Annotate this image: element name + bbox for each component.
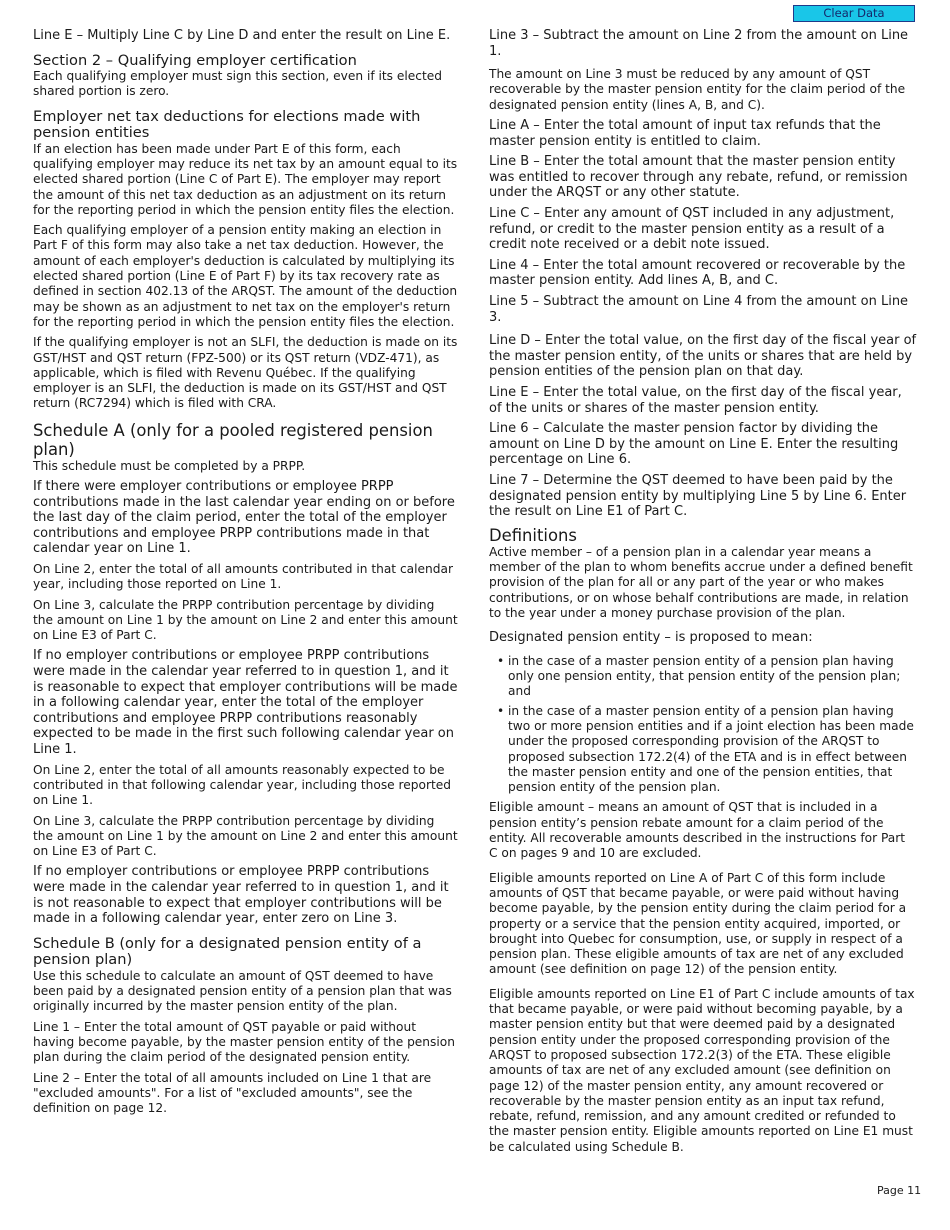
schedule-a-para-4: On Line 3, calculate the PRPP contribution percentage by dividing the amount on Line 1 by the amount on Line 2 and enter this amount on Line E3 of Part C. (33, 597, 458, 643)
line-c-instruction: Line C – Enter any amount of QST included in any adjustment, refund, or credit to the master pension entity as a result of a credit note received or a debit note issued. (489, 206, 895, 253)
schedule-a-heading: Schedule A (only for a pooled registered pension plan) (33, 420, 433, 459)
list-item: • in the case of a master pension entity of a pension plan having only one pension entity, that pension entity of the pension plan; and (489, 654, 917, 700)
line-e-value-instruction: Line E – Enter the total value, on the first day of the fiscal year, of the units or shares of the master pension entity. (489, 384, 902, 416)
line-6-instruction: Line 6 – Calculate the master pension factor by dividing the amount on Line D by the amount on Line E. Enter the resulting percentage on Line 6. (489, 421, 899, 468)
net-tax-para-1: If an election has been made under Part E of this form, each qualifying employer may reduce its net tax by an amount equal to its elected shared portion (Line C of Part E). The employer may report the amount of this net tax deduction as an adjustment on its return for the reporting period in which the pension entity files the election. (33, 141, 458, 217)
line-e-instruction: Line E – Multiply Line C by Line D and enter the result on Line E. (33, 28, 451, 43)
net-tax-para-2: Each qualifying employer of a pension entity making an election in Part F of this form may also take a net tax deduction. However, the amount of each employer's deduction is calculated by multiplying its elected shared portion (Line E of Part F) by its tax recovery rate as defined in section 402.13 of the ARQST. The amount of the deduction may be shown as an adjustment to net tax on the employer's return for the reporting period in which the pension entity files the election. (33, 223, 458, 329)
schedule-a-para-1: This schedule must be completed by a PRPP. (33, 458, 306, 473)
page-number: Page 11 (877, 1184, 922, 1197)
clear-data-button[interactable]: Clear Data (793, 5, 915, 22)
right-column (489, 28, 917, 1160)
line-a-instruction: Line A – Enter the total amount of input tax refunds that the master pension entity is entitled to claim. (489, 118, 881, 149)
net-tax-heading: Employer net tax deductions for elections made with pension entities (33, 107, 421, 142)
section-2-heading: Section 2 – Qualifying employer certification (33, 51, 357, 69)
section-2-text: Each qualifying employer must sign this section, even if its elected shared portion is zero. (33, 69, 442, 99)
eligible-amounts-line-a: Eligible amounts reported on Line A of Part C of this form include amounts of QST that became payable, or were paid without having become payable, by the pension entity during the claim period for a property or a service that the pension entity acquired, imported, or brought into Quebec for consumption, use, or supply in respect of a pension plan. These eligible amounts of tax are net of any excluded amount (see definition on page 12) of the pension entity. (489, 870, 907, 977)
schedule-b-para-1: Use this schedule to calculate an amount of QST deemed to have been paid by a designated pension entity of a pension plan that was originally incurred by the master pension entity of the plan. (33, 968, 452, 1014)
line-3-instruction: Line 3 – Subtract the amount on Line 2 from the amount on Line 1. (489, 28, 909, 59)
schedule-b-line-2: Line 2 – Enter the total of all amounts included on Line 1 that are "excluded amounts". For a list of "excluded amounts", see the definition on page 12. (33, 1070, 432, 1116)
definition-designated-pension-entity: Designated pension entity – is proposed to mean: (489, 630, 813, 646)
list-item: • in the case of a master pension entity of a pension plan having two or more pension entities and if a joint election has been made under the proposed corresponding provision of the ARQST to proposed subsection 172.2(4) of the ETA and is in effect between the master pension entity and one of the pension entities, that pension entity of the pension plan. (489, 704, 917, 796)
schedule-a-para-2: If there were employer contributions or employee PRPP contributions made in the last calendar year ending on or before the last day of the claim period, enter the total of the employer contributions and employee PRPP contributions made in that calendar year on Line 1. (33, 479, 455, 557)
schedule-a-para-8: If no employer contributions or employee PRPP contributions were made in the calendar year referred to in question 1, and it is not reasonable to expect that employer contributions will be made in a following calendar year, enter zero on Line 3. (33, 864, 449, 927)
definitions-heading: Definitions (489, 525, 577, 545)
line-5-instruction: Line 5 – Subtract the amount on Line 4 from the amount on Line 3. (489, 294, 909, 325)
eligible-amounts-line-e1: Eligible amounts reported on Line E1 of Part C include amounts of tax that became payable, or were paid without becoming payable, by a master pension entity but that were deemed paid by a designated pension entity under the proposed corresponding provision of the ARQST to proposed subsection 172.2(3) of the ETA. These eligible amounts of tax are net of any excluded amount (see definition on page 12) of the master pension entity, any amount recovered or recoverable by the master pension entity as an input tax refund, rebate, refund, remission, and any amount credited or refunded to the master pension entity. Eligible amounts reported on Line E1 must be calculated using Schedule B. (489, 986, 915, 1154)
schedule-a-para-7: On Line 3, calculate the PRPP contribution percentage by dividing the amount on Line 1 by the amount on Line 2 and enter this amount on Line E3 of Part C. (33, 813, 458, 859)
schedule-a-para-5: If no employer contributions or employee PRPP contributions were made in the calendar year referred to in question 1, and it is reasonable to expect that employer contributions will be made in a following calendar year, enter the total of the employer contributions and employee PRPP contributions reasonably expected to be made in the first such following calendar year on Line 1. (33, 648, 458, 758)
schedule-a-para-3: On Line 2, enter the total of all amounts contributed in that calendar year, including those reported on Line 1. (33, 562, 453, 592)
net-tax-para-3: If the qualifying employer is not an SLFI, the deduction is made on its GST/HST and QST return (FPZ-500) or its QST return (VDZ-471), as applicable, which is filed with Revenu Québec. If the qualifying employer is an SLFI, the deduction is made on its GST/HST and QST return (RC7294) which is filed with CRA. (33, 335, 458, 411)
line-d-instruction: Line D – Enter the total value, on the first day of the fiscal year of the master pension entity, of the units or shares that are held by pension entities of the pension plan on that day. (489, 333, 917, 380)
definition-eligible-amount: Eligible amount – means an amount of QST that is included in a pension entity’s pension rebate amount for a claim period of the entity. All recoverable amounts described in the instructions for Part C on pages 9 and 10 are excluded. (489, 800, 906, 861)
line-7-instruction: Line 7 – Determine the QST deemed to have been paid by the designated pension entity by multiplying Line 5 by Line 6. Enter the result on Line E1 of Part C. (489, 472, 907, 520)
schedule-b-heading: Schedule B (only for a designated pension entity of a pension plan) (33, 934, 422, 969)
left-column (33, 28, 458, 1121)
line-4-instruction: Line 4 – Enter the total amount recovered or recoverable by the master pension entity. Add lines A, B, and C. (489, 257, 906, 289)
schedule-a-para-6: On Line 2, enter the total of all amounts reasonably expected to be contributed in that following calendar year, including those reported on Line 1. (33, 762, 451, 808)
line-b-instruction: Line B – Enter the total amount that the master pension entity was entitled to recover through any rebate, refund, or remission under the ARQST or any other statute. (489, 154, 908, 201)
definition-active-member: Active member – of a pension plan in a calendar year means a member of the plan to whom benefits accrue under a defined benefit provision of the plan for all or any part of the year or who makes contributions, or on whose behalf contributions are made, in relation to the year under a money purchase provision of the plan. (489, 544, 913, 620)
designated-entity-list (489, 654, 917, 796)
line-3-note: The amount on Line 3 must be reduced by any amount of QST recoverable by the master pension entity for the claim period of the designated pension entity (lines A, B, and C). (489, 67, 906, 112)
schedule-b-line-1: Line 1 – Enter the total amount of QST payable or paid without having become payable, by the master pension entity of the pension plan during the claim period of the designated pension entity. (33, 1019, 455, 1065)
